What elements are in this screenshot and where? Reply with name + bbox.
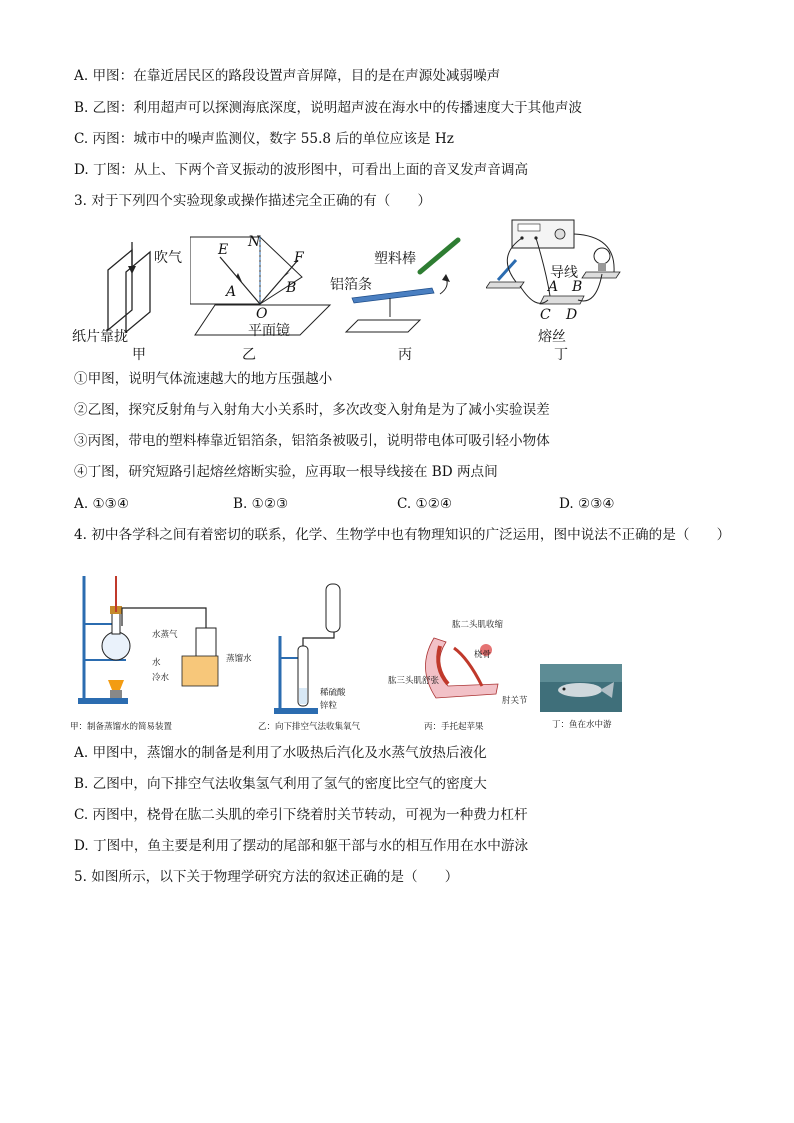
wire-label: 导线 bbox=[550, 265, 578, 281]
fuse-label: 熔丝 bbox=[538, 329, 566, 345]
paper-label: 纸片靠拢 bbox=[72, 329, 128, 345]
label-c: C bbox=[540, 307, 551, 323]
label-b: B bbox=[286, 280, 297, 296]
q3-option-a: A. ①③④ bbox=[74, 496, 130, 512]
acid-label: 稀硫酸 bbox=[320, 688, 346, 698]
radius-label: 桡骨 bbox=[474, 650, 492, 660]
steam-label: 水蒸气 bbox=[152, 630, 178, 640]
q3-statement-1: ①甲图，说明气体流速越大的地方压强越小 bbox=[74, 371, 333, 387]
q5-stem: 5. 如图所示，以下关于物理学研究方法的叙述正确的是（ ） bbox=[74, 869, 459, 885]
q4-figure-yi bbox=[258, 576, 388, 736]
q3-figure-ding bbox=[486, 216, 631, 366]
q4-option-c: C. 丙图中，桡骨在肱二头肌的牵引下绕着肘关节转动，可视为一种费力杠杆 bbox=[74, 807, 528, 823]
q2-option-c: C. 丙图：城市中的噪声监测仪，数字 55.8 后的单位应该是 Hz bbox=[74, 131, 454, 147]
fig-ding-caption: 丁：鱼在水中游 bbox=[552, 720, 612, 730]
q3-statement-3: ③丙图，带电的塑料棒靠近铝箔条，铝箔条被吸引，说明带电体可吸引轻小物体 bbox=[74, 433, 550, 449]
q3-option-c: C. ①②④ bbox=[397, 496, 453, 512]
label-n: N bbox=[248, 234, 261, 250]
label-a: A bbox=[226, 284, 237, 300]
q2-option-a: A. 甲图：在靠近居民区的路段设置声音屏障，目的是在声源处减弱噪声 bbox=[74, 68, 501, 84]
fish-photo bbox=[540, 664, 622, 712]
q3-option-b: B. ①②③ bbox=[233, 496, 289, 512]
fig-bing-caption: 丙 bbox=[398, 347, 412, 363]
label-d: D bbox=[566, 307, 578, 323]
fig-ding-caption: 丁 bbox=[554, 347, 568, 363]
q3-figure-yi bbox=[190, 232, 340, 367]
q4-figure-bing bbox=[388, 620, 528, 738]
q3-statement-4: ④丁图，研究短路引起熔丝熔断实验，应再取一根导线接在 BD 两点间 bbox=[74, 464, 498, 480]
q2-option-d: D. 丁图：从上、下两个音叉振动的波形图中，可看出上面的音叉发声音调高 bbox=[74, 162, 529, 178]
triceps-label: 肱三头肌舒张 bbox=[388, 676, 440, 686]
q3-stem: 3. 对于下列四个实验现象或操作描述完全正确的有（ ） bbox=[74, 193, 432, 209]
fig-yi-caption: 乙：向下排空气法收集氧气 bbox=[258, 722, 361, 732]
q4-option-b: B. 乙图中，向下排空气法收集氢气利用了氢气的密度比空气的密度大 bbox=[74, 776, 487, 792]
distilled-water-label: 蒸馏水 bbox=[226, 654, 252, 664]
q4-figure-ding bbox=[540, 664, 622, 736]
fig-yi-caption: 乙 bbox=[242, 347, 256, 363]
q3-figure-bing bbox=[330, 232, 470, 367]
biceps-label: 肱二头肌收缩 bbox=[452, 620, 504, 630]
fig-jia-caption: 甲：制备蒸馏水的简易装置 bbox=[70, 722, 173, 732]
q3-statement-2: ②乙图，探究反射角与入射角大小关系时，多次改变入射角是为了减小实验误差 bbox=[74, 402, 550, 418]
q2-option-b: B. 乙图：利用超声可以探测海底深度，说明超声波在海水中的传播速度大于其他声波 bbox=[74, 100, 583, 116]
blow-label: 吹气 bbox=[154, 250, 182, 266]
q4-stem: 4. 初中各学科之间有着密切的联系，化学、生物学中也有物理知识的广泛运用，图中说法不正确的是（ ） bbox=[74, 527, 731, 543]
q3-option-d: D. ②③④ bbox=[559, 496, 615, 512]
mirror-reflection-diagram bbox=[190, 232, 340, 367]
cold-water-label: 冷水 bbox=[152, 673, 170, 683]
fig-jia-caption: 甲 bbox=[132, 347, 146, 363]
elbow-label: 肘关节 bbox=[502, 696, 528, 706]
label-b: B bbox=[572, 279, 583, 295]
rod-label: 塑料棒 bbox=[374, 251, 416, 267]
q3-figure-jia bbox=[70, 232, 200, 362]
label-f: F bbox=[294, 250, 304, 266]
q4-option-d: D. 丁图中，鱼主要是利用了摆动的尾部和躯干部与水的相互作用在水中游泳 bbox=[74, 838, 529, 854]
zinc-label: 锌粒 bbox=[320, 701, 338, 711]
label-a: A bbox=[548, 279, 559, 295]
label-o: O bbox=[256, 306, 268, 322]
distillation-apparatus bbox=[70, 556, 260, 736]
foil-label: 铝箔条 bbox=[330, 277, 372, 293]
gas-collection-apparatus bbox=[268, 576, 388, 736]
q4-figure-jia bbox=[70, 556, 260, 736]
water-label: 水 bbox=[152, 658, 161, 668]
mirror-label: 平面镜 bbox=[248, 323, 290, 339]
label-e: E bbox=[218, 242, 229, 258]
fig-bing-caption: 丙：手托起苹果 bbox=[424, 722, 484, 732]
q4-option-a: A. 甲图中，蒸馏水的制备是利用了水吸热后汽化及水蒸气放热后液化 bbox=[74, 745, 487, 761]
